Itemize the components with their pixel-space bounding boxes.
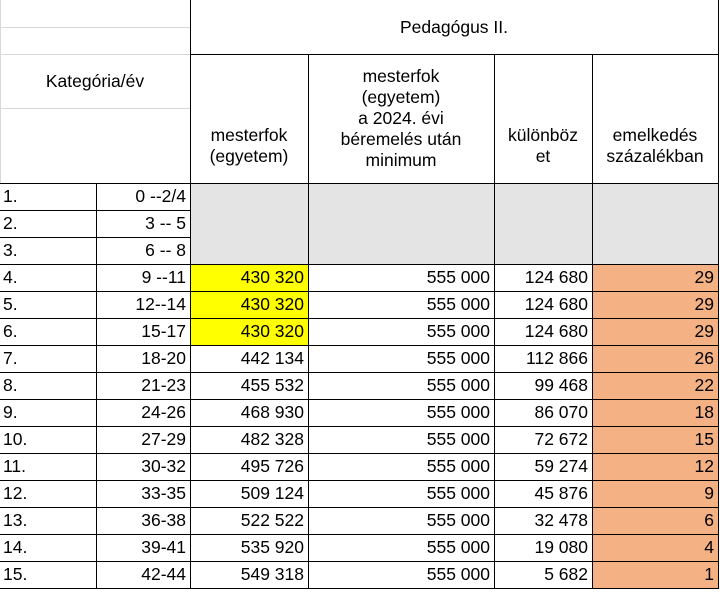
cell-difference[interactable]: 86 070 (534, 402, 588, 422)
cell-increase-percent[interactable]: 22 (694, 375, 714, 395)
col-header-difference[interactable]: különböz et (507, 124, 579, 166)
cell-border-v (718, 0, 719, 589)
row-years[interactable]: 27-29 (141, 429, 186, 449)
row-years[interactable]: 33-35 (141, 483, 186, 503)
row-years[interactable]: 24-26 (141, 402, 186, 422)
row-number[interactable]: 1. (3, 186, 18, 206)
row-number[interactable]: 2. (3, 213, 18, 233)
empty-grey-block (190, 183, 718, 264)
row-years[interactable]: 30-32 (141, 456, 186, 476)
cell-difference[interactable]: 99 468 (534, 375, 588, 395)
cell-border-h (0, 588, 719, 589)
row-number[interactable]: 6. (3, 321, 18, 341)
row-number[interactable]: 8. (3, 375, 18, 395)
cell-increase-percent[interactable]: 9 (704, 483, 714, 503)
category-header[interactable]: Kategória/év (45, 70, 145, 91)
row-years[interactable]: 21-23 (141, 375, 186, 395)
row-years[interactable]: 6 -- 8 (145, 240, 186, 260)
cell-increase-percent[interactable]: 29 (694, 294, 714, 314)
row-number[interactable]: 10. (3, 429, 28, 449)
cell-increase-percent[interactable]: 1 (704, 564, 714, 584)
cell-base-salary[interactable]: 430 320 (240, 267, 304, 287)
cell-minimum-salary[interactable]: 555 000 (426, 537, 490, 557)
row-number[interactable]: 7. (3, 348, 18, 368)
cell-minimum-salary[interactable]: 555 000 (426, 321, 490, 341)
row-number[interactable]: 12. (3, 483, 28, 503)
cell-difference[interactable]: 124 680 (524, 294, 588, 314)
cell-increase-percent[interactable]: 12 (694, 456, 714, 476)
cell-difference[interactable]: 19 080 (534, 537, 588, 557)
cell-increase-percent[interactable]: 29 (694, 267, 714, 287)
sheet-gridline (0, 27, 190, 28)
cell-difference[interactable]: 32 478 (534, 510, 588, 530)
cell-base-salary[interactable]: 482 328 (240, 429, 304, 449)
cell-minimum-salary[interactable]: 555 000 (426, 510, 490, 530)
cell-difference[interactable]: 59 274 (534, 456, 588, 476)
col-header-minimum-salary[interactable]: mesterfok (egyetem) a 2024. évi béremelés után minimum (340, 66, 462, 170)
row-years[interactable]: 18-20 (141, 348, 186, 368)
cell-difference[interactable]: 124 680 (524, 321, 588, 341)
cell-difference[interactable]: 112 866 (526, 348, 588, 368)
row-number[interactable]: 4. (3, 267, 18, 287)
row-years[interactable]: 42-44 (141, 564, 186, 584)
cell-base-salary[interactable]: 522 522 (240, 510, 304, 530)
cell-increase-percent[interactable]: 15 (694, 429, 714, 449)
row-years[interactable]: 36-38 (141, 510, 186, 530)
cell-base-salary[interactable]: 509 124 (240, 483, 304, 503)
cell-difference[interactable]: 45 876 (534, 483, 588, 503)
row-number[interactable]: 15. (3, 564, 28, 584)
row-number[interactable]: 3. (3, 240, 18, 260)
cell-increase-percent[interactable]: 29 (694, 321, 714, 341)
cell-increase-percent[interactable]: 18 (694, 402, 714, 422)
cell-minimum-salary[interactable]: 555 000 (426, 429, 490, 449)
row-number[interactable]: 5. (3, 294, 18, 314)
cell-minimum-salary[interactable]: 555 000 (426, 348, 490, 368)
cell-base-salary[interactable]: 535 920 (240, 537, 304, 557)
row-years[interactable]: 39-41 (141, 537, 186, 557)
cell-increase-percent[interactable]: 4 (704, 537, 714, 557)
row-years[interactable]: 15-17 (141, 321, 186, 341)
cell-base-salary[interactable]: 430 320 (240, 294, 304, 314)
row-number[interactable]: 9. (3, 402, 18, 422)
row-number[interactable]: 13. (3, 510, 28, 530)
cell-base-salary[interactable]: 455 532 (240, 375, 304, 395)
sheet-gridline (0, 108, 190, 109)
cell-increase-percent[interactable]: 26 (694, 348, 714, 368)
row-years[interactable]: 9 --11 (141, 267, 186, 287)
cell-increase-percent[interactable]: 6 (704, 510, 714, 530)
row-number[interactable]: 14. (3, 537, 28, 557)
cell-difference[interactable]: 72 672 (534, 429, 588, 449)
cell-minimum-salary[interactable]: 555 000 (426, 267, 490, 287)
row-years[interactable]: 3 -- 5 (145, 213, 186, 233)
table-title[interactable]: Pedagógus II. (400, 16, 508, 37)
row-years[interactable]: 0 --2/4 (135, 186, 186, 206)
row-number[interactable]: 11. (3, 456, 27, 476)
cell-base-salary[interactable]: 430 320 (240, 321, 304, 341)
col-header-base-salary[interactable]: mesterfok (egyetem) (209, 124, 289, 166)
cell-base-salary[interactable]: 549 318 (240, 564, 304, 584)
cell-minimum-salary[interactable]: 555 000 (426, 375, 490, 395)
cell-minimum-salary[interactable]: 555 000 (426, 483, 490, 503)
cell-difference[interactable]: 124 680 (524, 267, 588, 287)
cell-minimum-salary[interactable]: 555 000 (426, 294, 490, 314)
col-header-increase-percent[interactable]: emelkedés százalékban (606, 124, 704, 166)
cell-base-salary[interactable]: 442 134 (240, 348, 304, 368)
cell-minimum-salary[interactable]: 555 000 (426, 564, 490, 584)
cell-minimum-salary[interactable]: 555 000 (426, 402, 490, 422)
cell-difference[interactable]: 5 682 (544, 564, 588, 584)
cell-minimum-salary[interactable]: 555 000 (426, 456, 490, 476)
cell-base-salary[interactable]: 468 930 (240, 402, 304, 422)
row-years[interactable]: 12--14 (135, 294, 186, 314)
cell-base-salary[interactable]: 495 726 (240, 456, 304, 476)
